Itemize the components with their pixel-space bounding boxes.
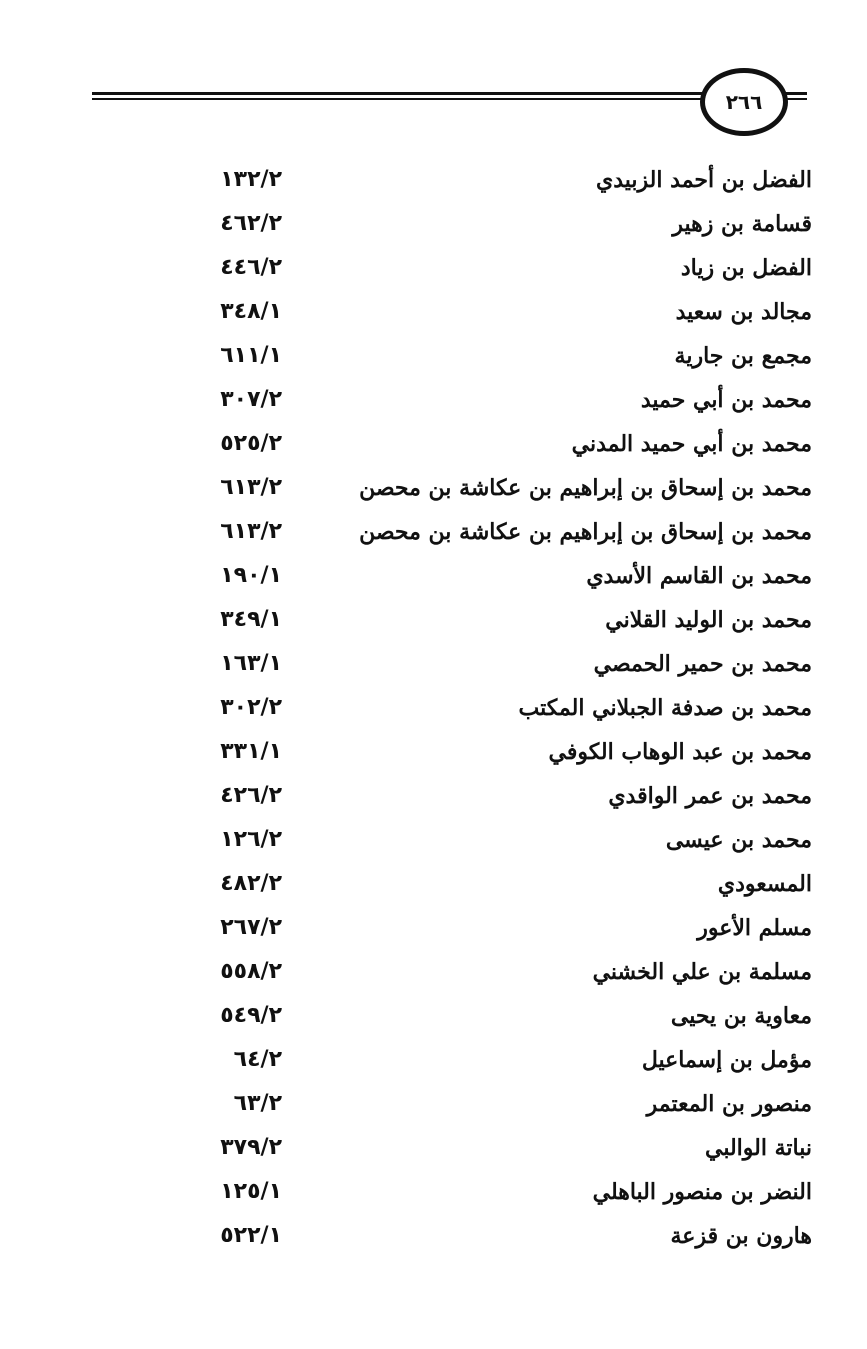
index-entry xyxy=(0,290,867,334)
index-entry xyxy=(0,818,867,862)
index-entry xyxy=(0,862,867,906)
page-header xyxy=(0,60,867,140)
entry-reference: ٢٦٧/٢ xyxy=(220,915,282,940)
header-rule-top xyxy=(92,92,807,95)
entry-reference: ١٦٣/١ xyxy=(220,651,282,676)
index-entry xyxy=(0,422,867,466)
index-entry xyxy=(0,1126,867,1170)
entry-name: معاوية بن يحيى xyxy=(670,1003,812,1029)
index-entry xyxy=(0,1214,867,1258)
entry-name: محمد بن حمير الحمصي xyxy=(593,651,812,677)
entry-reference: ٥٤٩/٢ xyxy=(220,1003,282,1028)
page-number: ٢٦٦ xyxy=(725,90,763,114)
entry-reference: ٦١٣/٢ xyxy=(220,475,282,500)
entry-reference: ٦١٣/٢ xyxy=(220,519,282,544)
index-entry xyxy=(0,950,867,994)
entry-reference: ٦١١/١ xyxy=(220,343,282,368)
entry-name: الفضل بن أحمد الزبيدي xyxy=(596,167,812,193)
entry-name: محمد بن إسحاق بن إبراهيم بن عكاشة بن محصن xyxy=(359,519,812,545)
entry-name: محمد بن الوليد القلاني xyxy=(605,607,812,633)
entry-name: مسلم الأعور xyxy=(697,915,812,941)
entry-reference: ٥٢٥/٢ xyxy=(220,431,282,456)
entry-name: محمد بن إسحاق بن إبراهيم بن عكاشة بن محصن xyxy=(359,475,812,501)
index-entry xyxy=(0,686,867,730)
entry-name: مسلمة بن علي الخشني xyxy=(592,959,812,985)
entry-reference: ٤٨٢/٢ xyxy=(220,871,282,896)
index-entry xyxy=(0,730,867,774)
entry-name: محمد بن صدفة الجبلاني المكتب xyxy=(518,695,812,721)
entry-reference: ٤٦٢/٢ xyxy=(220,211,282,236)
index-entry xyxy=(0,1038,867,1082)
entry-name: محمد بن أبي حميد xyxy=(640,387,812,413)
entry-reference: ١٣٢/٢ xyxy=(220,167,282,192)
entry-reference: ٤٤٦/٢ xyxy=(220,255,282,280)
index-entry xyxy=(0,466,867,510)
entry-reference: ٣٤٨/١ xyxy=(220,299,282,324)
index-entry xyxy=(0,994,867,1038)
entry-reference: ١٢٦/٢ xyxy=(220,827,282,852)
entry-name: مجالد بن سعيد xyxy=(675,299,812,325)
entry-name: محمد بن عمر الواقدي xyxy=(608,783,812,809)
entry-name: هارون بن قزعة xyxy=(670,1223,812,1249)
entry-name: محمد بن عيسى xyxy=(665,827,812,853)
entry-name: محمد بن القاسم الأسدي xyxy=(586,563,812,589)
entry-name: محمد بن أبي حميد المدني xyxy=(571,431,812,457)
entry-name: مؤمل بن إسماعيل xyxy=(641,1047,812,1073)
entry-reference: ٣٧٩/٢ xyxy=(220,1135,282,1160)
index-entry xyxy=(0,554,867,598)
entry-name: الفضل بن زياد xyxy=(680,255,812,281)
entry-reference: ٦٣/٢ xyxy=(233,1091,282,1116)
index-entry xyxy=(0,334,867,378)
index-entry xyxy=(0,774,867,818)
page-number-badge xyxy=(700,68,788,136)
entry-reference: ٣٠٧/٢ xyxy=(220,387,282,412)
index-entry xyxy=(0,510,867,554)
index-list xyxy=(0,158,867,1258)
index-entry xyxy=(0,202,867,246)
entry-name: المسعودي xyxy=(717,871,812,897)
entry-name: مجمع بن جارية xyxy=(674,343,812,369)
entry-reference: ١٢٥/١ xyxy=(220,1179,282,1204)
entry-name: النضر بن منصور الباهلي xyxy=(592,1179,812,1205)
entry-reference: ٣٤٩/١ xyxy=(220,607,282,632)
index-entry xyxy=(0,906,867,950)
index-entry xyxy=(0,598,867,642)
entry-reference: ٣٠٢/٢ xyxy=(220,695,282,720)
index-entry xyxy=(0,378,867,422)
entry-reference: ٣٣١/١ xyxy=(220,739,282,764)
entry-name: محمد بن عبد الوهاب الكوفي xyxy=(548,739,812,765)
entry-name: قسامة بن زهير xyxy=(672,211,812,237)
entry-reference: ٤٢٦/٢ xyxy=(220,783,282,808)
index-entry xyxy=(0,1082,867,1126)
entry-name: نباتة الوالبي xyxy=(704,1135,812,1161)
entry-reference: ١٩٠/١ xyxy=(220,563,282,588)
entry-reference: ٥٥٨/٢ xyxy=(220,959,282,984)
entry-name: منصور بن المعتمر xyxy=(646,1091,812,1117)
index-entry xyxy=(0,1170,867,1214)
entry-reference: ٥٢٢/١ xyxy=(220,1223,282,1248)
entry-reference: ٦٤/٢ xyxy=(233,1047,282,1072)
index-entry xyxy=(0,246,867,290)
index-entry xyxy=(0,158,867,202)
index-entry xyxy=(0,642,867,686)
